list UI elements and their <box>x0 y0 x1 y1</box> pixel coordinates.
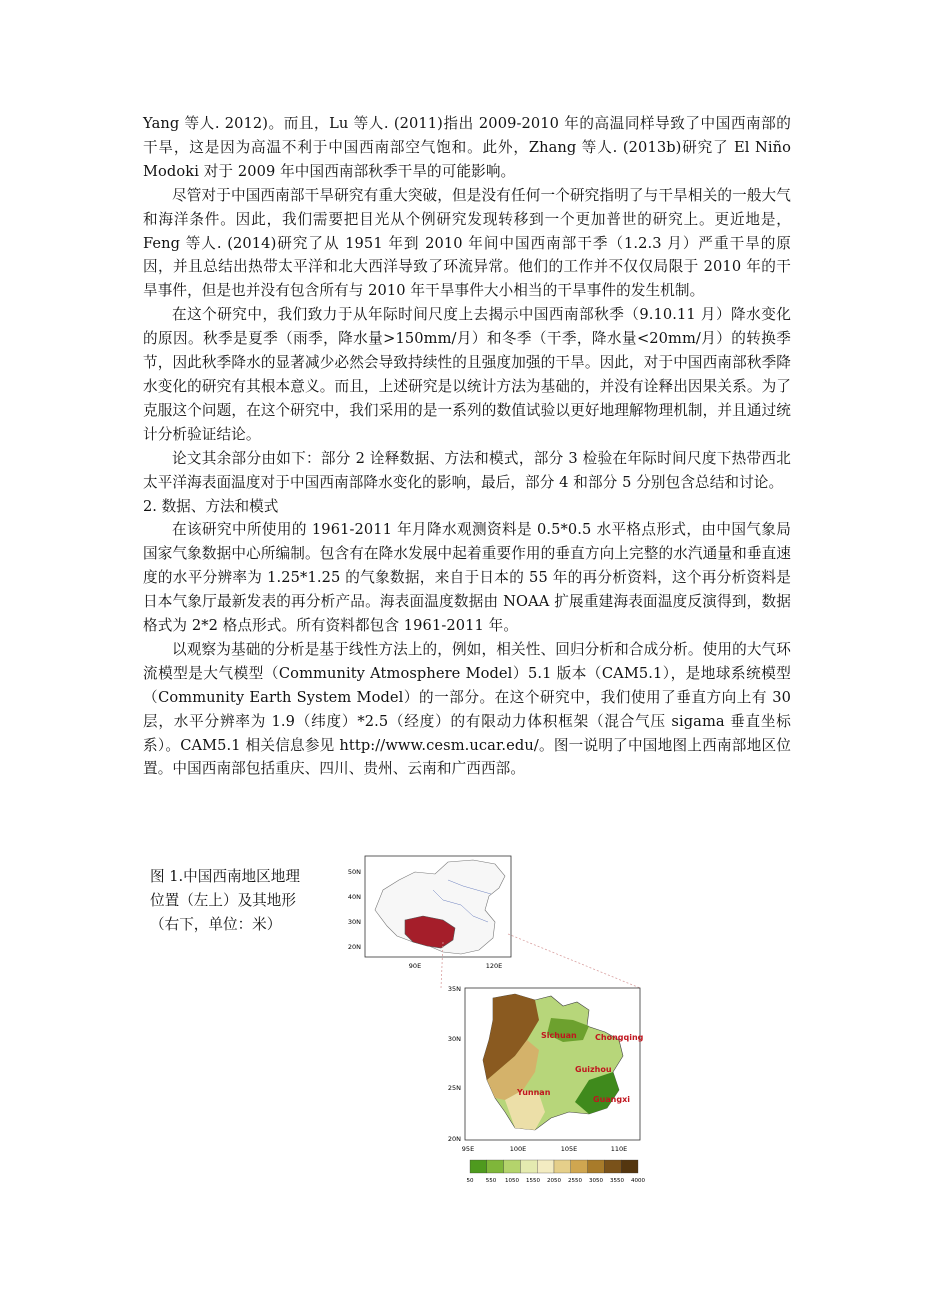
inset-lat-label: 20N <box>347 943 361 951</box>
colorbar-swatch <box>604 1160 621 1173</box>
inset-lon-label: 90E <box>408 962 422 970</box>
map-lon-label: 100E <box>509 1145 527 1153</box>
colorbar-label: 3050 <box>589 1178 603 1184</box>
colorbar-swatch <box>621 1160 638 1173</box>
colorbar-swatch <box>537 1160 554 1173</box>
figure-caption: 图 1.中国西南地区地理位置（左上）及其地形（右下，单位：米） <box>150 868 300 933</box>
colorbar-swatch <box>520 1160 537 1173</box>
inset-lat-label: 30N <box>347 918 361 926</box>
colorbar-swatch <box>571 1160 588 1173</box>
text-body <box>143 112 791 781</box>
colorbar-swatch <box>487 1160 504 1173</box>
map-lat-label: 20N <box>447 1135 461 1143</box>
paragraph-6: 以观察为基础的分析是基于线性方法上的，例如，相关性、回归分析和合成分析。使用的大气环流模型是大气模型（Community Atmosphere Model）5.1 版本（CAM5.1），是地球系统模型（Community Earth System Model）的一部分。在这个研究中，我们使用了垂直方向上有 30 层，水平分辨率为 1.9（纬度）*2.5（经度）的有限动力体积框架（混合气压 sigama 垂直坐标系）。CAM5.1 相关信息参见 http://www.cesm.ucar.edu/。图一说明了中国地图上西南部地区位置。中国西南部包括重庆、四川、贵州、云南和广西西部。 <box>143 640 791 778</box>
map-lon-label: 95E <box>461 1145 475 1153</box>
paragraph-4: 论文其余部分由如下：部分 2 诠释数据、方法和模式，部分 3 检验在年际时间尺度下热带西北太平洋海表面温度对于中国西南部降水变化的影响，最后，部分 4 和部分 5 分别包含总结和讨论。 <box>143 449 791 491</box>
colorbar-swatch <box>470 1160 487 1173</box>
colorbar-label: 4000 <box>631 1178 645 1184</box>
province-label: Chongqing <box>595 1033 644 1042</box>
colorbar-label: 3550 <box>610 1178 624 1184</box>
terrain-map <box>448 985 644 1153</box>
colorbar-label: 1050 <box>505 1178 519 1184</box>
province-label: Guangxi <box>593 1095 630 1104</box>
province-label: Sichuan <box>541 1031 577 1040</box>
map-lat-label: 25N <box>447 1084 461 1092</box>
inset-lat-label: 50N <box>347 868 361 876</box>
colorbar-swatch <box>588 1160 605 1173</box>
section-heading: 2. 数据、方法和模式 <box>143 497 279 515</box>
paragraph-1: Yang 等人. 2012)。而且，Lu 等人. (2011)指出 2009-2010 年的高温同样导致了中国西南部的干旱，这是因为高温不利于中国西南部空气饱和。此外，Zhang 等人. (2013b)研究了 El Niño Modoki 对于 2009 年中国西南部秋季干旱的可能影响。 <box>143 115 791 180</box>
connector-line-right <box>508 934 640 988</box>
colorbar-swatch <box>504 1160 521 1173</box>
colorbar-swatch <box>554 1160 571 1173</box>
figure-graphics <box>143 850 793 1195</box>
colorbar <box>467 1160 646 1184</box>
map-lon-label: 105E <box>560 1145 578 1153</box>
colorbar-label: 2050 <box>547 1178 561 1184</box>
province-label: Guizhou <box>575 1065 612 1074</box>
paragraph-2: 尽管对于中国西南部干旱研究有重大突破，但是没有任何一个研究指明了与干旱相关的一般大气和海洋条件。因此，我们需要把目光从个例研究发现转移到一个更加普世的研究上。更近地是，Feng 等人. (2014)研究了从 1951 年到 2010 年间中国西南部干季（1.2.3 月）严重干旱的原因，并且总结出热带太平洋和北大西洋导致了环流异常。他们的工作并不仅仅局限于 2010 年的干旱事件，但是也并没有包含所有与 2010 年干旱事件大小相当的干旱事件的发生机制。 <box>143 186 791 300</box>
figure-1 <box>143 850 793 1195</box>
paragraph-5: 在该研究中所使用的 1961-2011 年月降水观测资料是 0.5*0.5 水平格点形式，由中国气象局国家气象数据中心所编制。包含有在降水发展中起着重要作用的垂直方向上完整的水汽通量和垂直速度的水平分辨率为 1.25*1.25 的气象数据，来自于日本的 55 年的再分析资料，这个再分析资料是日本气象厅最新发表的再分析产品。海表面温度数据由 NOAA 扩展重建海表面温度反演得到，数据格式为 2*2 格点形式。所有资料都包含 1961-2011 年。 <box>143 521 791 635</box>
paragraph-3: 在这个研究中，我们致力于从年际时间尺度上去揭示中国西南部秋季（9.10.11 月）降水变化的原因。秋季是夏季（雨季，降水量>150mm/月）和冬季（干季，降水量<20mm/月）的转换季节，因此秋季降水的显著减少必然会导致持续性的且强度加强的干旱。因此，对于中国西南部秋季降水变化的研究有其根本意义。而且，上述研究是以统计方法为基础的，并没有诠释出因果关系。为了克服这个问题，在这个研究中，我们采用的是一系列的数值试验以更好地理解物理机制，并且通过统计分析验证结论。 <box>143 306 791 443</box>
map-lat-label: 30N <box>447 1035 461 1043</box>
map-lon-label: 110E <box>610 1145 628 1153</box>
colorbar-label: 550 <box>485 1178 497 1184</box>
inset-lat-label: 40N <box>347 893 361 901</box>
inset-map <box>348 856 511 970</box>
colorbar-label: 50 <box>466 1178 474 1184</box>
colorbar-label: 2550 <box>568 1178 582 1184</box>
province-label: Yunnan <box>517 1088 551 1097</box>
inset-lon-label: 120E <box>485 962 503 970</box>
map-lat-label: 35N <box>447 985 461 993</box>
colorbar-label: 1550 <box>526 1178 540 1184</box>
